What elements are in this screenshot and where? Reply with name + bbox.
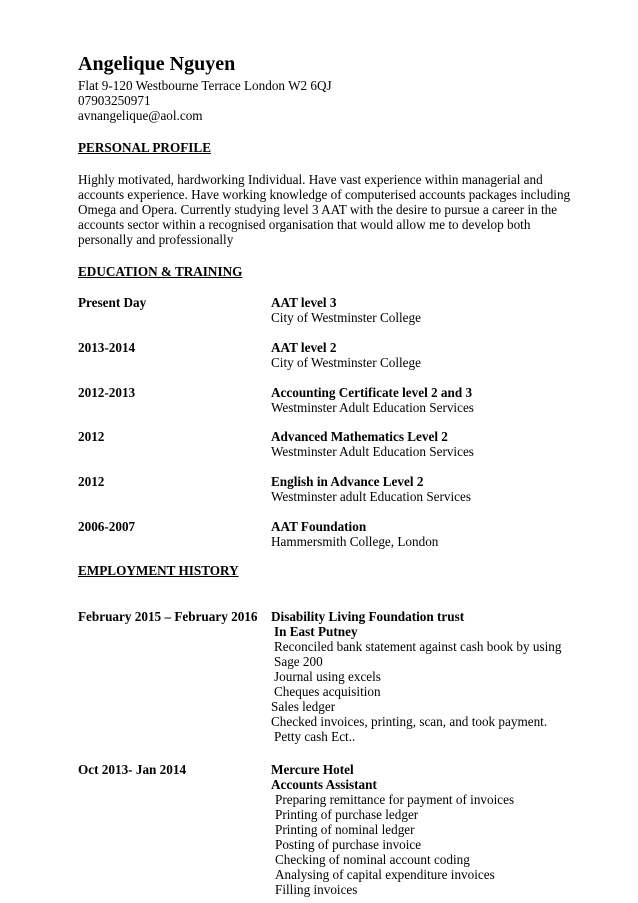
job-entry [78, 762, 578, 897]
profile-line: Highly motivated, hardworking Individual. Have vast experience within managerial and [78, 172, 543, 187]
education-institution: Westminster adult Education Services [271, 489, 471, 504]
education-section [78, 264, 578, 549]
job-duty: Reconciled bank statement against cash book by using [274, 639, 562, 654]
cv-document [78, 52, 578, 897]
education-date: 2006-2007 [78, 519, 136, 534]
education-date: Present Day [78, 295, 147, 310]
profile-line: accounts sector within a recognised organisation that would allow me to develop both [78, 217, 531, 232]
profile-line: accounts experience. Have working knowledge of computerised accounts packages including [78, 187, 571, 202]
job-duty: Sage 200 [274, 654, 323, 669]
education-title: AAT Foundation [271, 519, 367, 534]
job-role: Accounts Assistant [271, 777, 377, 792]
profile-text [78, 172, 571, 247]
profile-line: personally and professionally [78, 232, 234, 247]
job-duty: Checked invoices, printing, scan, and took payment. [271, 714, 548, 729]
job-duty: Filling invoices [275, 882, 358, 897]
address: Flat 9-120 Westbourne Terrace London W2 6QJ [78, 78, 332, 93]
job-duty: Printing of nominal ledger [275, 822, 415, 837]
job-employer: Mercure Hotel [271, 762, 354, 777]
job-date: Oct 2013- Jan 2014 [78, 762, 187, 777]
job-duty: Posting of purchase invoice [275, 837, 422, 852]
education-institution: City of Westminster College [271, 355, 421, 370]
education-date: 2012 [78, 474, 105, 489]
job-duty: Printing of purchase ledger [275, 807, 419, 822]
education-date: 2012 [78, 429, 105, 444]
job-duty: Analysing of capital expenditure invoices [275, 867, 495, 882]
education-list [78, 295, 578, 549]
job-employer: Disability Living Foundation trust [271, 609, 465, 624]
education-date: 2013-2014 [78, 340, 136, 355]
education-title: AAT level 3 [271, 295, 337, 310]
candidate-name: Angelique Nguyen [78, 53, 236, 75]
education-title: Advanced Mathematics Level 2 [271, 429, 448, 444]
education-item [78, 429, 578, 459]
job-duty: Journal using excels [274, 669, 381, 684]
education-item [78, 340, 578, 370]
education-institution: Westminster Adult Education Services [271, 400, 474, 415]
job-date: February 2015 – February 2016 [78, 609, 258, 624]
education-item [78, 519, 578, 549]
education-institution: City of Westminster College [271, 310, 421, 325]
education-item [78, 295, 578, 325]
education-institution: Westminster Adult Education Services [271, 444, 474, 459]
job-duty: Cheques acquisition [274, 684, 381, 699]
education-title: AAT level 2 [271, 340, 337, 355]
education-title: Accounting Certificate level 2 and 3 [271, 385, 473, 400]
job-duty: Petty cash Ect.. [274, 729, 356, 744]
job-role: In East Putney [274, 624, 358, 639]
job-duty: Checking of nominal account coding [275, 852, 470, 867]
personal-profile-heading: PERSONAL PROFILE [78, 140, 211, 155]
job-duty: Preparing remittance for payment of invoices [275, 792, 515, 807]
education-item [78, 385, 578, 415]
job-duty: Sales ledger [271, 699, 336, 714]
email-address: avnangelique@aol.com [78, 108, 203, 123]
cv-header [78, 52, 578, 123]
phone-number: 07903250971 [78, 93, 151, 108]
profile-line: Omega and Opera. Currently studying level 3 AAT with the desire to pursue a career in the [78, 202, 558, 217]
education-title: English in Advance Level 2 [271, 474, 424, 489]
employment-section [78, 563, 578, 897]
personal-profile-section [78, 140, 578, 247]
education-heading: EDUCATION & TRAINING [78, 264, 243, 279]
education-item [78, 474, 578, 504]
employment-heading: EMPLOYMENT HISTORY [78, 563, 239, 578]
education-date: 2012-2013 [78, 385, 136, 400]
education-institution: Hammersmith College, London [271, 534, 439, 549]
job-entry [78, 609, 578, 744]
